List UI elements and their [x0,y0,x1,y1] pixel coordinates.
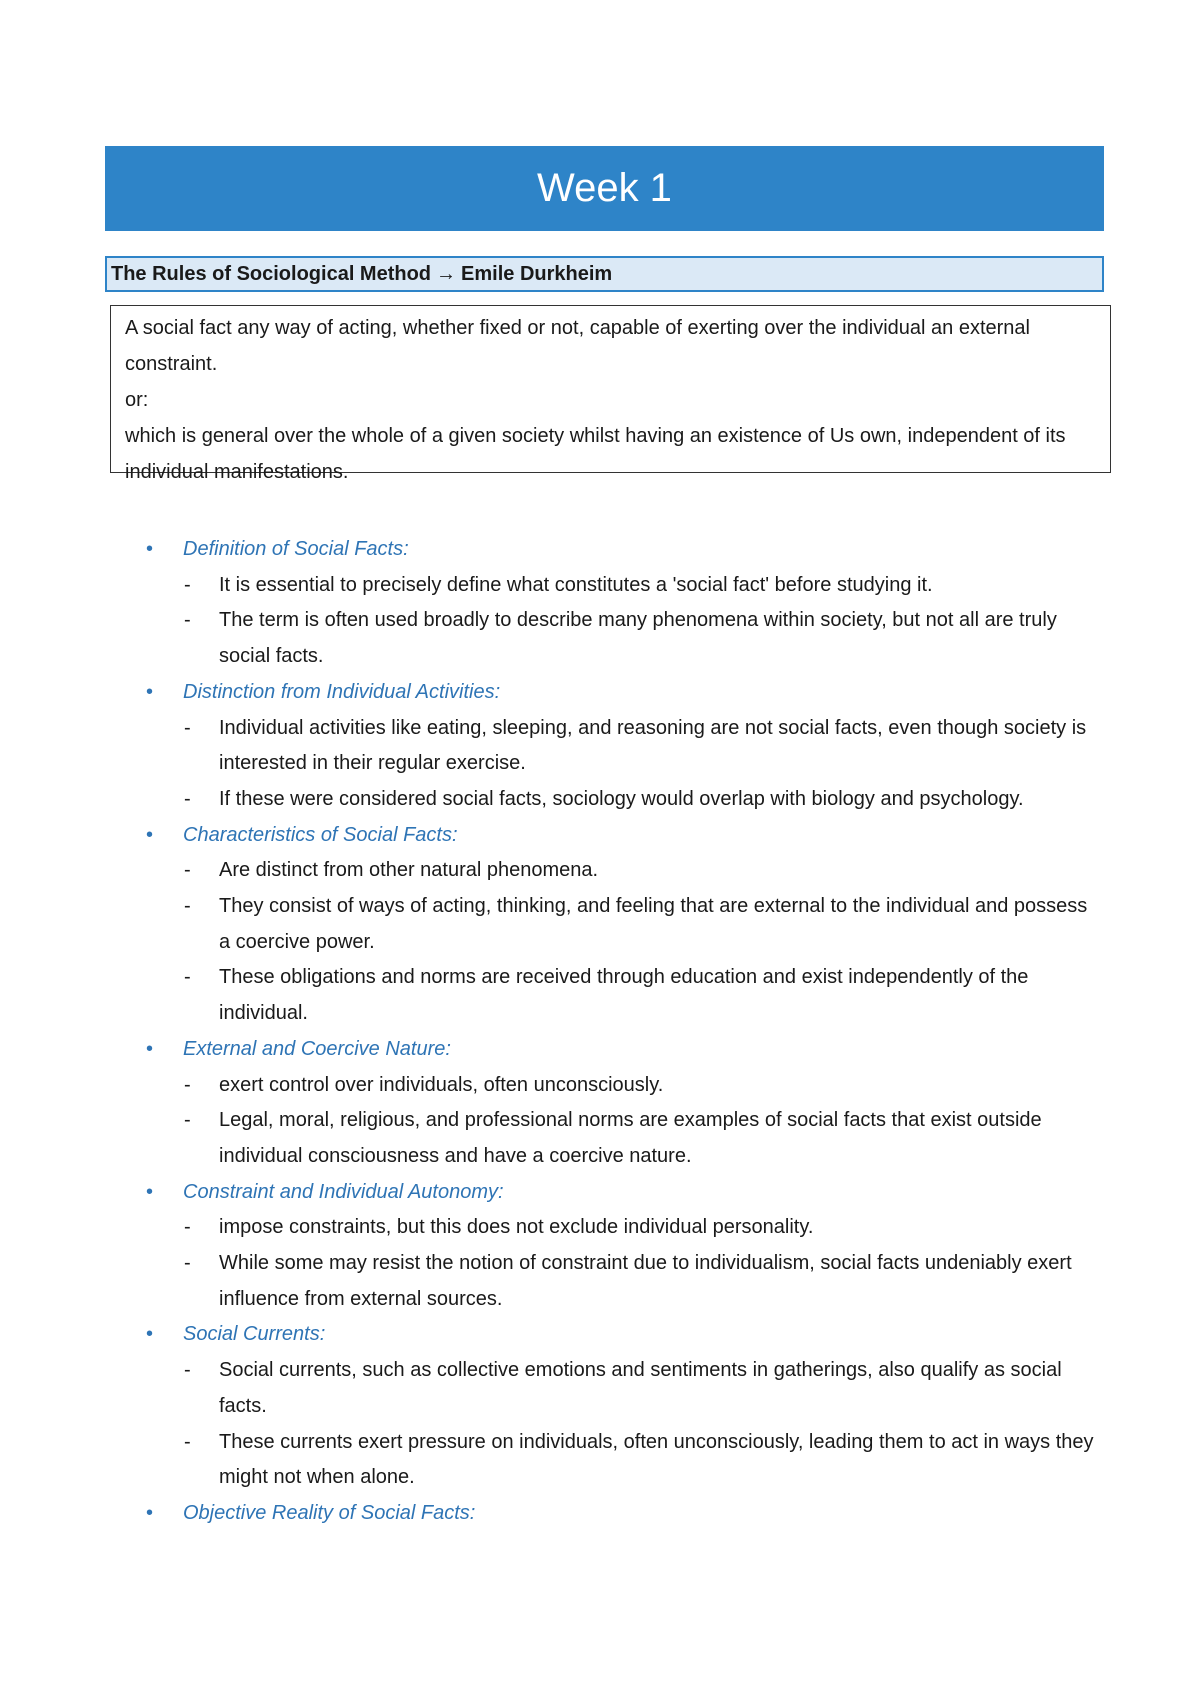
dash-icon: - [184,966,191,989]
bullet-dot-icon: • [146,1323,154,1346]
dash-icon: - [184,895,191,918]
list-item [0,782,1200,818]
week-title: Week 1 [537,166,672,210]
dash-icon: - [184,1073,191,1096]
list-item [0,1246,1200,1317]
list-item [0,853,1200,889]
list-item-text: Legal, moral, religious, and professional norms are examples of social facts that exist outside individual consciousness and have a coercive nature. [219,1109,1042,1167]
topic-title: Social Currents: [183,1323,326,1346]
topic-title: External and Coercive Nature: [183,1037,451,1060]
dash-icon: - [184,609,191,632]
bullet-dot-icon: • [146,1037,154,1060]
topic-heading [0,1032,1200,1068]
topic-heading [0,1175,1200,1211]
list-item [0,960,1200,1031]
definition-line: which is general over the whole of a given society whilst having an existence of Us own, independent of its individual manifestations. [125,425,1066,483]
dash-icon: - [184,1109,191,1132]
list-item-text: It is essential to precisely define what constitutes a 'social fact' before studying it. [219,573,933,596]
topic-heading [0,532,1200,568]
topic-title: Constraint and Individual Autonomy: [183,1180,504,1203]
section-heading [105,256,1104,292]
list-item [0,1068,1200,1104]
list-item-text: These obligations and norms are received through education and exist independently of the individual. [219,966,1029,1025]
topic-heading [0,818,1200,854]
topic-heading [0,1496,1200,1532]
topic-title: Objective Reality of Social Facts: [183,1501,476,1524]
list-item-text: They consist of ways of acting, thinking, and feeling that are external to the individual and possess a coercive power. [219,895,1088,953]
list-item [0,1103,1200,1174]
bullet-dot-icon: • [146,1501,154,1524]
dash-icon: - [184,573,191,596]
definition-box [110,305,1111,483]
topic-title: Definition of Social Facts: [183,538,409,560]
week-title-banner [105,146,1104,231]
list-item-text: The term is often used broadly to describe many phenomena within society, but not all are truly social facts. [219,609,1057,668]
list-item [0,711,1200,782]
list-item-text: These currents exert pressure on individuals, often unconsciously, leading them to act in ways they might not when alone. [219,1430,1094,1489]
list-item-text: exert control over individuals, often unconsciously. [219,1073,664,1096]
list-item [0,889,1200,960]
list-item-text: Individual activities like eating, sleeping, and reasoning are not social facts, even though society is interested in their regular exercise. [219,716,1087,775]
list-item-text: impose constraints, but this does not exclude individual personality. [219,1216,814,1239]
list-item-text: Social currents, such as collective emotions and sentiments in gatherings, also qualify as social facts. [219,1359,1062,1417]
list-item [0,1210,1200,1246]
dash-icon: - [184,859,191,882]
bullet-dot-icon: • [146,680,154,703]
section-heading-author: Emile Durkheim [461,262,613,285]
list-item-text: While some may resist the notion of constraint due to individualism, social facts undeniably exert influence from external sources. [219,1252,1072,1310]
list-item [0,1353,1200,1424]
bullet-dot-icon: • [146,823,154,846]
list-item [0,1425,1200,1496]
topic-title: Distinction from Individual Activities: [183,680,501,703]
definition-line: or: [125,389,149,411]
section-heading-title: The Rules of Sociological Method [111,262,432,285]
definition-line: A social fact any way of acting, whether fixed or not, capable of exerting over the individual an external constraint. [125,317,1030,375]
dash-icon: - [184,1359,191,1382]
topic-title: Characteristics of Social Facts: [183,823,458,846]
bullet-dot-icon: • [146,1180,154,1203]
topic-heading [0,675,1200,711]
dash-icon: - [184,1430,191,1453]
dash-icon: - [184,1216,191,1239]
list-item-text: If these were considered social facts, sociology would overlap with biology and psychology. [219,787,1024,810]
bullet-dot-icon: • [146,538,154,560]
list-item-text: Are distinct from other natural phenomena. [219,859,599,882]
arrow-right-icon: → [436,262,457,285]
dash-icon: - [184,787,191,810]
dash-icon: - [184,1252,191,1275]
list-item [0,568,1200,604]
list-item [0,603,1200,674]
dash-icon: - [184,716,191,739]
notes-list [0,532,1200,1532]
topic-heading [0,1317,1200,1353]
